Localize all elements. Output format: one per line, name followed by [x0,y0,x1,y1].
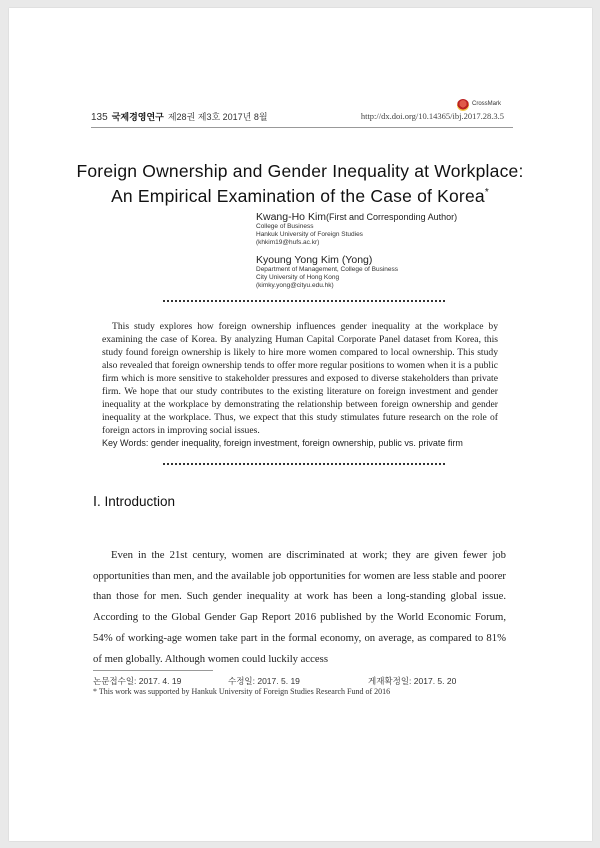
author-1-affil-2: Hankuk University of Foreign Studies [256,231,363,238]
author-2-affil-2: City University of Hong Kong [256,274,340,281]
header-rule [91,127,513,128]
title-line-2 [60,182,540,207]
author-2-email: (kimky.yong@cityu.edu.hk) [256,282,334,289]
body-paragraph: Even in the 21st century, women are discriminated at work; they are given fewer job opportunities than men, and the available job opportunities for women are less stable and poorer than those for men. Such gender inequality at work has been a long-standing global issue. According to the Global Gender Gap Report 2016 published by the World Economic Forum, 54% of working-age women take part in the formal economy, on average, as compared to 81% of men globally. Although women could luckily access [93,549,506,665]
running-header [91,110,268,123]
received-date: 논문접수일: 2017. 4. 19 [93,676,182,686]
keywords-text: gender inequality, foreign investment, foreign ownership, public vs. private firm [150,438,463,448]
title-footnote-marker: * [484,187,489,198]
funding-note: * This work was supported by Hankuk University of Foreign Studies Research Fund of 2016 [93,687,391,696]
paper-title [60,160,540,207]
dotted-divider-bottom [163,463,445,465]
author-2-name: Kyoung Yong Kim (Yong) [256,254,373,266]
crossmark-icon [457,99,469,111]
crossmark-label: CrossMark [472,101,502,107]
title-line-1: Foreign Ownership and Gender Inequality at Workplace: [76,161,524,181]
author-1-role: (First and Corresponding Author) [326,212,458,222]
volume-info: 제28권 제3호 2017년 8월 [167,112,268,122]
author-1 [256,211,457,247]
accepted-date: 게재확정일: 2017. 5. 20 [368,676,457,686]
author-1-name: Kwang-Ho Kim [256,211,327,223]
abstract: This study explores how foreign ownership influences gender inequality at the workplace by examining the case of Korea. By analyzing Human Capital Corporate Panel dataset from Korea, this study found foreign ownership is likely to hire more women compared to local ownership. This study also revealed that foreign ownership tends to offer more regular positions to women when it is a public firm which is more sensitive to stakeholder pressures and exposed to diverse stakeholders than private firm. We hope that our study contributes to the existing literature on foreign investment and gender inequality at the workplace by demonstrating the relationship between foreign ownership and gender inequality at the workplace. Thus, we expect that this study stimulates future research on the role of foreign actors in improving social issues. [102,321,498,437]
keywords [102,438,502,448]
footnote-rule [93,670,213,671]
author-1-affil-1: College of Business [256,223,314,230]
revised-date: 수정일: 2017. 5. 19 [228,676,300,686]
author-2 [256,254,398,290]
author-2-affil-1: Department of Management, College of Business [256,266,398,273]
doi-link[interactable]: http://dx.doi.org/10.14365/ibj.2017.28.3.5 [360,111,504,121]
title-line-2-text: An Empirical Examination of the Case of Korea [111,185,485,206]
journal-name: 국제경영연구 [111,112,164,122]
keywords-label: Key Words: [102,438,149,448]
section-heading: Ⅰ. Introduction [93,494,176,509]
page-number: 135 [91,112,108,123]
dotted-divider-top [163,300,445,302]
author-1-email: (khkim19@hufs.ac.kr) [256,239,320,246]
